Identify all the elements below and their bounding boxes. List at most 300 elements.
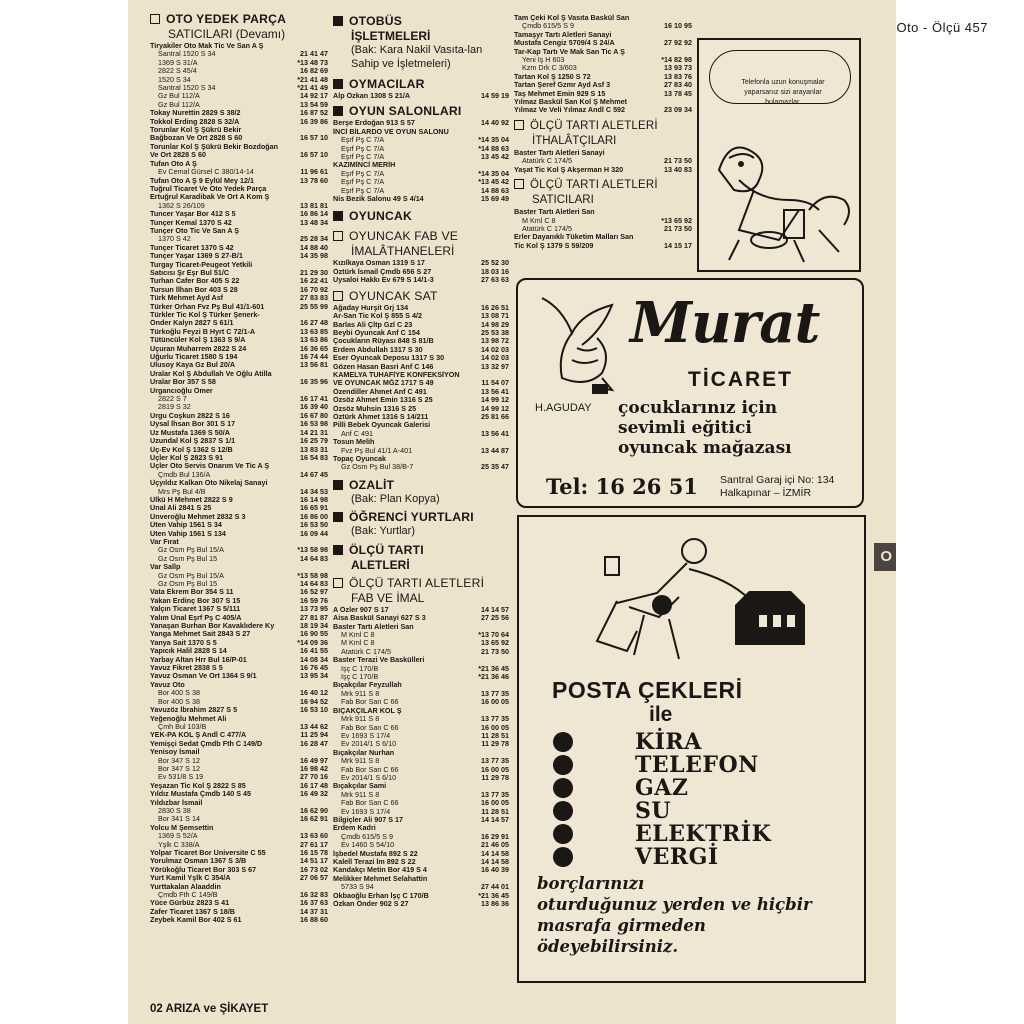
listing-entry [514, 81, 692, 89]
listing-name: 2822 S 45/4 [158, 67, 197, 76]
listing-phone: 14 34 53 [300, 487, 328, 496]
listing-name: Atatürk C 174/5 [522, 224, 572, 233]
listing-phone: 16 98 42 [300, 764, 328, 773]
listing-entry [150, 429, 328, 437]
index-tab: O [874, 543, 896, 571]
listing-phone: 16 54 83 [300, 453, 328, 462]
listing-entry [150, 656, 328, 664]
listing-name: Öztürk Ahmet 1316 S 14/211 [333, 412, 429, 421]
listing-name: Aisa Baskül Sanayi 627 S 3 [333, 614, 426, 623]
phone-cartoon-illustration [699, 40, 859, 270]
listing-entry [150, 446, 328, 454]
listing-phone: 13 77 35 [481, 790, 509, 799]
listing-entry [333, 841, 509, 849]
listing-phone: 11 28 51 [481, 731, 509, 740]
listing-name: Kzm Drk C 3/603 [522, 64, 577, 73]
listing-phone: 14 64 83 [300, 554, 328, 563]
listing-entry [150, 639, 328, 647]
listing-entry [514, 233, 692, 241]
bill-label: SU [635, 798, 672, 824]
bullet-icon [553, 824, 573, 844]
listing-entry [150, 841, 328, 849]
listing-entry [150, 715, 328, 723]
listing-name: Ev Cemal Gürsel C 380/14-14 [158, 168, 254, 177]
listing-phone: 21 41 47 [300, 50, 328, 59]
listing-entry [333, 312, 509, 320]
brand-name: Murat [630, 290, 820, 356]
listing-entry [333, 791, 509, 799]
listing-name: Tokay Nurettin 2829 S 38/2 [150, 109, 241, 118]
listing-phone: 27 63 63 [481, 276, 509, 285]
listing-entry [150, 706, 328, 714]
olcu-ithal-list [514, 149, 692, 174]
listing-entry [150, 50, 328, 58]
listing-entry [333, 455, 509, 463]
listing-entry [150, 857, 328, 865]
listing-phone: 16 74 44 [300, 353, 328, 362]
section-title-oyun-salonlari: OYUN SALONLARI [333, 104, 509, 118]
listing-phone: 16 57 10 [300, 134, 328, 143]
listing-name: Üten Vahip 1561 S 134 [150, 529, 226, 538]
listing-name: 1369 S 52/A [158, 832, 198, 841]
listing-entry [150, 412, 328, 420]
listing-name: Yeşazan Tic Kol Ş 2822 S 85 [150, 781, 246, 790]
listing-name: Fab Bor San C 66 [341, 723, 399, 732]
listing-phone: *13 58 98 [297, 571, 328, 580]
bullet-icon [553, 778, 573, 798]
listing-name: KAMELYA TUHAFİYE KONFEKSİYON [333, 370, 460, 379]
bullet-icon [553, 801, 573, 821]
listing-name: Yurttakalan Alaaddin [150, 882, 221, 891]
listing-phone: 13 45 42 [481, 153, 509, 162]
listing-name: Var Fırat [150, 537, 179, 546]
listing-name: Ülkü H Mehmet 2822 S 9 [150, 495, 233, 504]
listing-phone: 25 53 38 [481, 328, 509, 337]
listing-phone: 14 02 03 [481, 354, 509, 363]
listing-phone: 16 40 39 [481, 866, 509, 875]
listing-entry [333, 195, 509, 203]
listing-name: Tartan Şeref Gzmr Ayd Asf 3 [514, 81, 611, 90]
listing-phone: 14 88 63 [481, 186, 509, 195]
listing-phone: *13 70 64 [478, 631, 509, 640]
listing-entry [333, 259, 509, 267]
bill-label: VERGİ [635, 844, 719, 870]
listing-entry [333, 774, 509, 782]
listing-phone: 14 99 12 [481, 404, 509, 413]
listing-phone: 16 57 10 [300, 151, 328, 160]
section-title-oyuncak-sat: OYUNCAK SAT [333, 289, 509, 303]
listing-phone: 27 61 17 [300, 840, 328, 849]
listing-entry [150, 387, 328, 395]
note-ozalit: (Bak: Plan Kopya) [351, 492, 440, 505]
ad-message [537, 873, 812, 957]
listing-entry [150, 294, 328, 302]
listing-entry [514, 242, 692, 250]
listing-entry [333, 145, 509, 153]
listing-name: Fab Bor San C 66 [341, 698, 399, 707]
listing-phone: 13 83 76 [664, 72, 692, 81]
listing-phone: 16 94 52 [300, 697, 328, 706]
listing-phone: 14 99 12 [481, 396, 509, 405]
listing-phone: 25 55 99 [300, 302, 328, 311]
listing-name: Zeybek Kamil Bor 402 S 61 [150, 916, 242, 925]
listing-phone: 16 10 95 [664, 22, 692, 31]
listing-entry [333, 824, 509, 832]
listing-name: Üten Vahip 1561 S 34 [150, 521, 222, 530]
listing-name: BIÇAKÇILAR KOL Ş [333, 706, 402, 715]
listing-name: Turgay Ticaret-Peugeot Yetkili [150, 260, 253, 269]
listing-entry [150, 395, 328, 403]
listing-entry [333, 153, 509, 161]
listing-name: Baster Tartı Aletleri Sanayi [514, 148, 605, 157]
listing-entry [514, 208, 692, 216]
listing-name: Tic Kol Ş 1379 S 59/209 [514, 241, 594, 250]
listing-entry [150, 546, 328, 554]
listing-name: 1370 S 42 [158, 235, 191, 244]
listing-entry [150, 765, 328, 773]
listing-entry [150, 134, 328, 142]
listing-name: YEK-PA KOL Ş Andl C 477/A [150, 731, 247, 740]
listing-phone: 13 77 35 [481, 689, 509, 698]
listing-name: Ağaday Hurşit Grj 134 [333, 303, 409, 312]
listing-phone: 21 46 05 [481, 841, 509, 850]
listing-phone: 13 95 34 [300, 672, 328, 681]
listing-entry [150, 303, 328, 311]
listing-name: Ev 531/8 S 19 [158, 773, 204, 782]
listing-entry [150, 504, 328, 512]
listing-name: Yapıcık Halil 2828 S 14 [150, 647, 227, 656]
listing-name: Gz Bul 112/A [158, 92, 200, 101]
listing-phone: 16 37 63 [300, 899, 328, 908]
listing-entry [150, 521, 328, 529]
slogan-line: çocuklarınız için [618, 398, 778, 418]
listing-name: Tuğrul Ticaret Ve Oto Yedek Parça [150, 184, 267, 193]
listing-phone: 13 81 81 [300, 201, 328, 210]
listing-name: Yolpar Ticaret Bor Üniversite C 55 [150, 849, 266, 857]
section-title-oyuncak: OYUNCAK [333, 209, 509, 223]
listing-entry [150, 370, 328, 378]
listing-entry [333, 170, 509, 178]
posta-cekleri-ad [517, 515, 866, 983]
listing-name: Çmdb Fth C 149/B [158, 891, 218, 900]
listing-entry [150, 319, 328, 327]
listing-name: Eşrf Pş C 7/A [341, 153, 385, 162]
listing-name: Ve Ort 2828 S 60 [150, 151, 206, 160]
listing-entry [333, 892, 509, 900]
listing-phone: 13 78 60 [300, 176, 328, 185]
listing-entry [150, 538, 328, 546]
listing-name: A Özler 907 S 17 [333, 605, 389, 614]
listing-name: Satıcısı Şr Eşr Bul 51/C [150, 268, 230, 277]
listing-entry [150, 723, 328, 731]
listing-name: Atatürk C 174/5 [341, 647, 391, 656]
listing-name: Bor 347 S 12 [158, 764, 200, 773]
listing-entry [333, 724, 509, 732]
listing-entry [150, 471, 328, 479]
listing-entry [514, 166, 692, 174]
listing-phone: 13 63 86 [300, 336, 328, 345]
listing-entry [150, 177, 328, 185]
listing-entry [150, 580, 328, 588]
listing-name: Bor 341 S 14 [158, 815, 200, 824]
listing-phone: 14 59 19 [481, 92, 509, 100]
listing-entry [150, 883, 328, 891]
section-subtitle-olcu-satici: SATICILARI [532, 194, 594, 207]
listing-entry [150, 109, 328, 117]
brand-subtitle: TİCARET [688, 368, 793, 391]
listing-phone: *13 48 73 [297, 58, 328, 67]
listing-phone: 13 48 34 [300, 218, 328, 227]
listing-entry [150, 622, 328, 630]
listing-entry [333, 346, 509, 354]
listing-phone: 21 73 50 [664, 157, 692, 166]
listing-entry [150, 849, 328, 857]
listing-entry [333, 178, 509, 186]
listing-phone: 16 67 80 [300, 411, 328, 420]
listing-entry [514, 225, 692, 233]
listing-name: İşç C 170/B [341, 673, 379, 682]
listing-entry [150, 689, 328, 697]
listing-phone: 16 00 05 [481, 723, 509, 732]
listing-entry [333, 799, 509, 807]
listing-name: Yeğenoğlu Mehmet Ali [150, 714, 227, 723]
column-auto-parts [150, 10, 328, 998]
bill-label: ELEKTRİK [635, 821, 772, 847]
listing-phone: 11 29 78 [481, 740, 509, 749]
listing-entry [333, 430, 509, 438]
listing-name: Çmh Bul 103/B [158, 722, 207, 731]
listing-entry [150, 630, 328, 638]
listing-phone: 13 65 92 [481, 639, 509, 648]
listing-name: Erler Dayanıklı Tüketim Malları San [514, 233, 634, 242]
listing-entry [150, 328, 328, 336]
listing-name: Fab Bor San C 66 [341, 765, 399, 774]
ad-title: POSTA ÇEKLERİ [552, 677, 743, 703]
listing-entry [333, 690, 509, 698]
listing-entry [333, 363, 509, 371]
listing-phone: 16 36 65 [300, 344, 328, 353]
phone-cartoon-box [697, 38, 861, 272]
listing-name: Torunlar Kol Ş Şükrü Bekir Bozdoğan [150, 142, 279, 151]
listing-entry [150, 126, 328, 134]
listing-entry [150, 59, 328, 67]
listing-entry [333, 833, 509, 841]
listing-name: Mrs Pş Bul 4/B [158, 487, 206, 496]
listing-phone: 14 35 98 [300, 252, 328, 261]
listing-entry [333, 698, 509, 706]
listing-name: Baster Tartı Aletleri San [514, 208, 595, 217]
listing-name: Ulusoy Kaya Gz Bul 20/A [150, 361, 236, 370]
listing-name: Uralar Kol Ş Abdullah Ve Oğlu Atilla [150, 369, 272, 378]
listing-name: Gz Osm Pş Bul 15 [158, 580, 218, 588]
listing-phone: 16 27 48 [300, 319, 328, 328]
listing-entry [333, 405, 509, 413]
listing-phone: 14 51 17 [300, 857, 328, 866]
section-title-olcu-ithal: ÖLÇÜ TARTI ALETLERİ [514, 119, 692, 133]
listing-entry [150, 76, 328, 84]
listing-name: Çmdb 615/5 S 9 [522, 22, 574, 31]
listing-phone: 13 98 72 [481, 337, 509, 346]
listing-phone: 13 63 60 [300, 832, 328, 841]
listing-name: Eser Oyuncak Deposu 1317 S 30 [333, 354, 445, 363]
listing-phone: 16 09 44 [300, 529, 328, 538]
listing-name: 2830 S 38 [158, 806, 191, 815]
listing-name: Gz Bul 112/A [158, 100, 200, 109]
listing-name: Uz Mustafa 1369 S 50/A [150, 428, 230, 437]
section-subtitle-olcu-ithal: İTHALÂTÇILARI [532, 134, 617, 147]
listing-entry [150, 916, 328, 924]
listing-name: Anf C 491 [341, 429, 373, 438]
listing-entry [150, 782, 328, 790]
listing-phone: 16 28 47 [300, 739, 328, 748]
listing-name: Bıçakçılar Nurhan [333, 748, 395, 757]
listing-phone: 18 03 16 [481, 267, 509, 276]
listing-phone: 27 25 56 [481, 614, 509, 623]
listing-name: Yaşat Tic Kol Ş Akşerman H 320 [514, 165, 624, 174]
listing-name: Yılmaz Ve Veli Yılmaz Andl C 592 [514, 106, 626, 115]
listing-entry [333, 421, 509, 429]
listing-name: Beybi Oyuncak Anf C 154 [333, 328, 420, 337]
ad-title-ile: ile [649, 703, 673, 726]
listing-name: Santral 1520 S 34 [158, 84, 216, 93]
section-subtitle-otobus: İŞLETMELERİ [351, 29, 431, 43]
listing-entry [333, 715, 509, 723]
listing-name: 1369 S 31/A [158, 58, 198, 67]
listing-name: Vata Ekrem Bor 354 S 11 [150, 588, 234, 597]
listing-name: Yıldızbar İsmail [150, 798, 203, 807]
listing-name: Yörükoğlu Ticaret Bor 303 S 67 [150, 865, 257, 874]
listing-phone: 13 77 35 [481, 715, 509, 724]
listing-entry [150, 336, 328, 344]
listing-entry [333, 681, 509, 689]
listing-entry [150, 437, 328, 445]
listing-phone: 16 32 83 [300, 891, 328, 900]
listing-name: Taş Mehmet Emin 929 S 15 [514, 89, 606, 98]
listing-entry [514, 22, 692, 30]
listing-phone: 21 73 50 [664, 224, 692, 233]
listing-entry [150, 269, 328, 277]
listing-phone: 13 93 73 [664, 64, 692, 73]
listing-phone: 16 86 00 [300, 512, 328, 521]
listing-name: Barlas Ali Çltp Gzl C 23 [333, 320, 413, 329]
listing-entry [150, 378, 328, 386]
listing-phone: 14 14 58 [481, 849, 509, 858]
listing-name: Çocukların Rüyası 848 S 81/B [333, 337, 434, 346]
listing-name: Urgu Coşkun 2822 S 16 [150, 411, 230, 420]
listing-name: Yurt Kamil Yşlk C 354/A [150, 874, 231, 883]
note-otobus: (Bak: Kara Nakil Vasıta-lan Sahip ve İşletmeleri) [351, 44, 483, 70]
listing-entry [150, 647, 328, 655]
section-title-ogrenci-yurtlari: ÖĞRENCİ YURTLARI [333, 510, 509, 524]
listing-entry [150, 496, 328, 504]
listing-entry [150, 311, 328, 319]
listing-entry [150, 42, 328, 50]
listing-entry [150, 605, 328, 613]
square-bullet-icon [333, 106, 343, 116]
listing-entry [333, 438, 509, 446]
olcu-fab-list [333, 606, 509, 909]
listing-name: Fab Bor San C 66 [341, 799, 399, 808]
listing-entry [150, 244, 328, 252]
listing-name: Tufan Oto A Ş 9 Eylül Mey 12/1 [150, 176, 254, 185]
listing-entry [333, 883, 509, 891]
listing-phone: 16 86 14 [300, 210, 328, 219]
listing-name: Ar-San Tic Kol Ş 855 S 4/2 [333, 312, 422, 321]
listing-entry [150, 345, 328, 353]
listing-name: Okbaoğlu Erhan İşç C 170/B [333, 891, 429, 900]
listing-entry [333, 119, 509, 127]
listing-name: Bor 400 S 38 [158, 689, 200, 698]
listing-entry [150, 815, 328, 823]
listing-entry [514, 39, 692, 47]
listing-phone: 27 70 16 [300, 773, 328, 782]
listing-phone: 16 49 32 [300, 790, 328, 799]
listing-name: Erdem Abdullah 1317 S 30 [333, 345, 423, 354]
section-title-olcu-fab: ÖLÇÜ TARTI ALETLERİ [333, 576, 509, 590]
listing-phone: 18 19 34 [300, 622, 328, 631]
listing-phone: *21 41 49 [297, 84, 328, 93]
listing-phone: 27 92 92 [664, 39, 692, 48]
listing-phone: 16 49 97 [300, 756, 328, 765]
listing-phone: 16 65 91 [300, 504, 328, 513]
listing-phone: 13 78 45 [664, 89, 692, 98]
listing-entry [150, 118, 328, 126]
listing-name: Mustafa Cengiz 5709/4 S 24/A [514, 39, 615, 48]
section-title-otobus: OTOBÜS [333, 14, 509, 28]
listing-phone: 16 70 92 [300, 285, 328, 294]
listing-entry [150, 488, 328, 496]
listing-entry [333, 379, 509, 387]
listing-name: Gözen Hasan Basri Anf C 146 [333, 362, 434, 371]
listing-name: Yüce Gürbüz 2823 S 41 [150, 899, 230, 908]
listing-phone: 14 08 34 [300, 655, 328, 664]
listing-phone: 16 90 55 [300, 630, 328, 639]
listing-entry [150, 824, 328, 832]
listing-entry [333, 388, 509, 396]
listing-phone: 16 25 79 [300, 437, 328, 446]
listing-name: Ev 1693 S 17/4 [341, 731, 391, 740]
listing-entry [150, 664, 328, 672]
listing-name: M Kml C 8 [341, 639, 375, 648]
listing-entry [514, 56, 692, 64]
listing-name: Ertuğrul Karadibak Ve Ort A Kom Ş [150, 193, 270, 202]
section-subtitle-oyuncak-fab: İMALÂTHANELERİ [351, 244, 455, 259]
bird-logo-icon [532, 288, 632, 398]
listing-entry [150, 757, 328, 765]
listing-phone: 16 26 51 [481, 303, 509, 312]
bill-label: KİRA [635, 729, 702, 755]
listing-phone: 21 73 50 [481, 647, 509, 656]
listing-entry [333, 875, 509, 883]
section-title-ozalit: OZALİT [333, 478, 509, 492]
listing-entry [514, 73, 692, 81]
listing-phone: 11 29 78 [481, 773, 509, 782]
listing-entry [150, 277, 328, 285]
listing-entry [333, 782, 509, 790]
listing-name: Tam Çeki Kol Ş Vasıta Baskül San [514, 14, 630, 22]
listing-phone: 13 56 41 [481, 387, 509, 396]
listing-phone: *21 36 46 [478, 673, 509, 682]
listing-entry [333, 665, 509, 673]
listing-entry [514, 64, 692, 72]
listing-entry [333, 673, 509, 681]
listing-phone: 14 92 17 [300, 92, 328, 101]
listing-phone: 25 81 66 [481, 412, 509, 421]
listing-name: İNCİ BİLARDO VE OYUN SALONU [333, 127, 449, 136]
listing-name: Yanaşan Burhan Bor Kavaklıdere Ky [150, 622, 275, 631]
listing-name: Alp Özkan 1308 S 21/A [333, 92, 411, 100]
listing-entry [514, 14, 692, 22]
